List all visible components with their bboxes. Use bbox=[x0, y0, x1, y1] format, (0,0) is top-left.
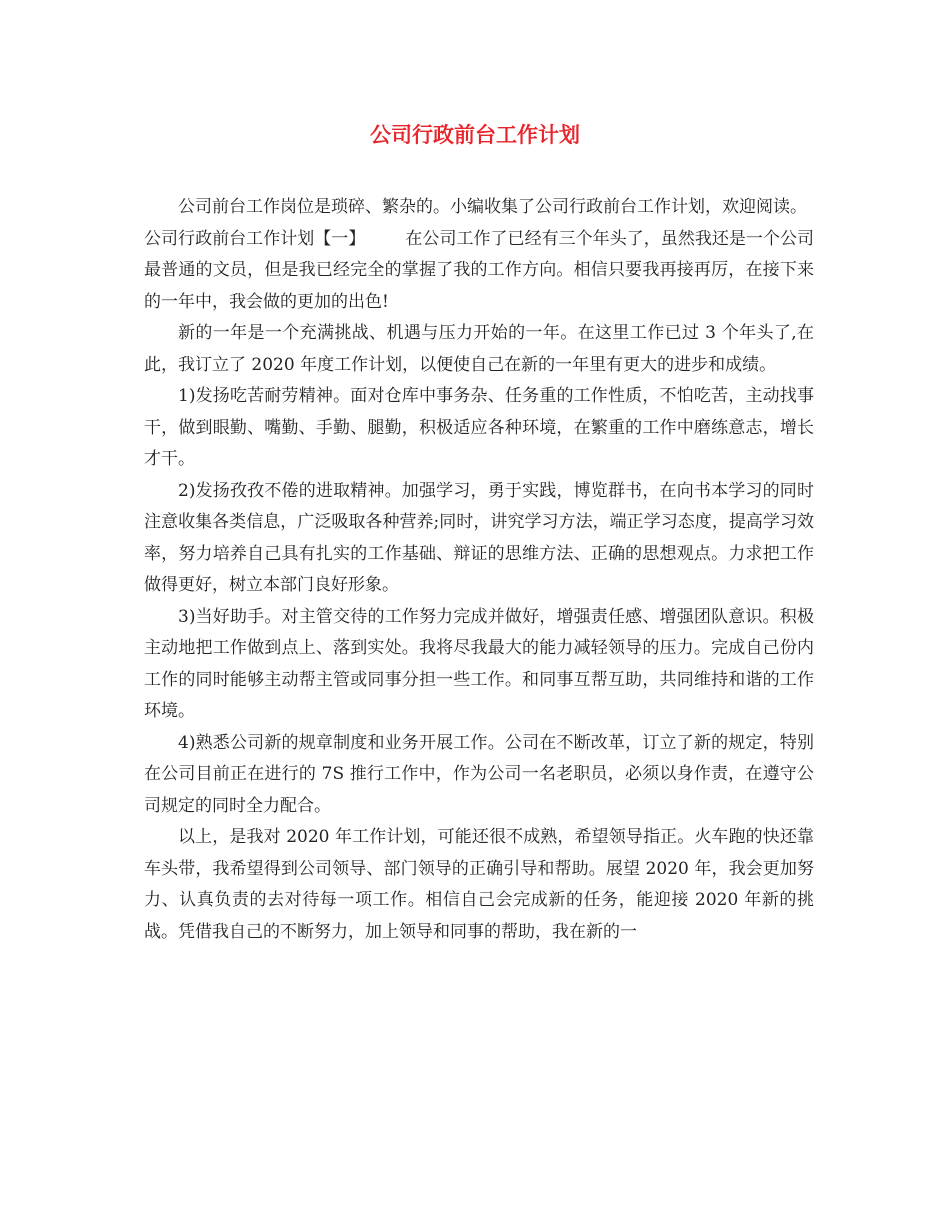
document-title: 公司行政前台工作计划 bbox=[370, 123, 580, 147]
section-heading: 公司行政前台工作计划【一】 bbox=[144, 228, 366, 249]
section-one-paragraph bbox=[144, 224, 814, 319]
paragraph-item-2: 2)发扬孜孜不倦的进取精神。加强学习，勇于实践，博览群书，在向书本学习的同时注意收集各类信息，广泛吸取各种营养;同时，讲究学习方法，端正学习态度，提高学习效率，努力培养自己具有扎实的工作基础、辩证的思维方法、正确的思想观点。力求把工作做得更好，树立本部门良好形象。 bbox=[144, 480, 814, 595]
paragraph-plan-overview: 新的一年是一个充满挑战、机遇与压力开始的一年。在这里工作已过 3 个年头了,在此，我订立了 2020 年度工作计划，以便使自己在新的一年里有更大的进步和成绩。 bbox=[144, 323, 814, 375]
section-lead-text: 在公司工作了已经有三个年头了，虽然我还是一个公司最普通的文员，但是我已经完全的掌握了我的工作方向。相信只要我再接再厉，在接下来的一年中，我会做的更加的出色! bbox=[144, 228, 815, 312]
paragraph-item-1: 1)发扬吃苦耐劳精神。面对仓库中事务杂、任务重的工作性质，不怕吃苦，主动找事干，做到眼勤、嘴勤、手勤、腿勤，积极适应各种环境，在繁重的工作中磨练意志，增长才干。 bbox=[144, 386, 814, 469]
paragraph-conclusion: 以上，是我对 2020 年工作计划，可能还很不成熟，希望领导指正。火车跑的快还靠车头带，我希望得到公司领导、部门领导的正确引导和帮助。展望 2020 年，我会更加努力、认真负责的去对待每一项工作。相信自己会完成新的任务，能迎接 2020 年新的挑战。凭借我自己的不断努力，加上领导和同事的帮助，我在新的一 bbox=[144, 827, 814, 942]
paragraph-item-4: 4)熟悉公司新的规章制度和业务开展工作。公司在不断改革，订立了新的规定，特别在公司目前正在进行的 7S 推行工作中，作为公司一名老职员，必须以身作责，在遵守公司规定的同时全力配合。 bbox=[144, 732, 814, 816]
paragraph-item-3: 3)当好助手。对主管交待的工作努力完成并做好，增强责任感、增强团队意识。积极主动地把工作做到点上、落到实处。我将尽我最大的能力减轻领导的压力。完成自己份内工作的同时能够主动帮主管或同事分担一些工作。和同事互帮互助，共同维持和谐的工作环境。 bbox=[144, 606, 814, 721]
intro-paragraph: 公司前台工作岗位是琐碎、繁杂的。小编收集了公司行政前台工作计划，欢迎阅读。 bbox=[178, 197, 807, 217]
document-body bbox=[144, 192, 814, 948]
